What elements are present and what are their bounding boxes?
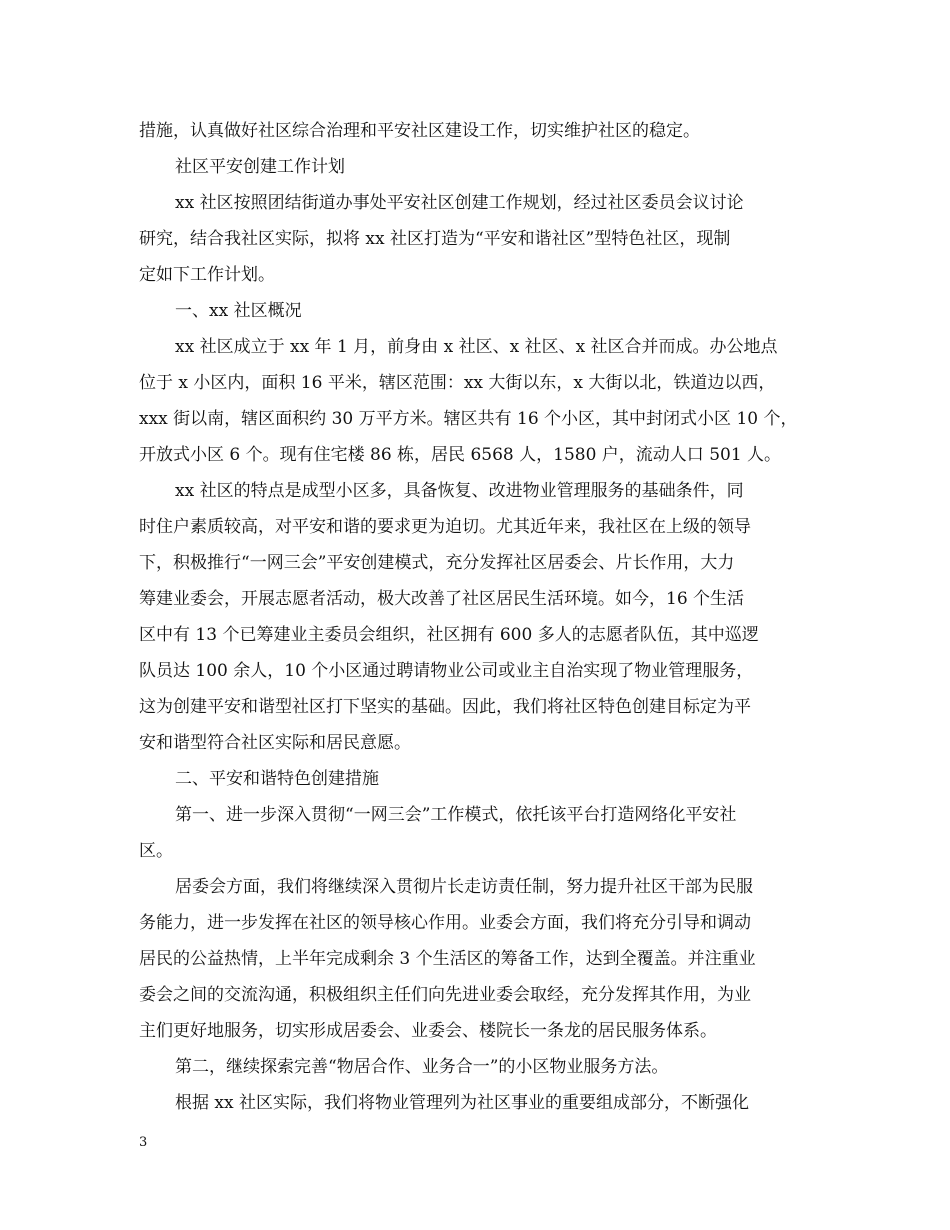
body-line-3: xx 社区按照团结街道办事处平安社区创建工作规划，经过社区委员会议讨论: [175, 193, 744, 213]
body-line-1: 措施，认真做好社区综合治理和平安社区建设工作，切实维护社区的稳定。: [139, 121, 700, 141]
body-line-8: 位于 x 小区内，面积 16 平米，辖区范围：xx 大街以东，x 大街以北，铁道边以西，: [139, 373, 776, 393]
body-line-24: 居民的公益热情，上半年完成剩余 3 个生活区的筹备工作，达到全覆盖。并注重业: [139, 949, 756, 969]
body-line-16: 队员达 100 余人，10 个小区通过聘请物业公司或业主自治实现了物业管理服务，: [139, 661, 754, 681]
section-heading-plan: 社区平安创建工作计划: [175, 157, 345, 177]
body-line-26: 主们更好地服务，切实形成居委会、业委会、楼院长一条龙的居民服务体系。: [139, 1021, 717, 1041]
section-heading-measures: 二、平安和谐特色创建措施: [175, 769, 379, 789]
body-line-23: 务能力，进一步发挥在社区的领导核心作用。业委会方面，我们将充分引导和调动: [139, 913, 751, 933]
section-heading-overview: 一、xx 社区概况: [175, 301, 302, 321]
body-line-20: 第一、进一步深入贯彻“一网三会”工作模式，依托该平台打造网络化平安社: [175, 805, 737, 825]
body-line-14: 筹建业委会，开展志愿者活动，极大改善了社区居民生活环境。如今，16 个生活: [139, 589, 745, 609]
body-line-11: xx 社区的特点是成型小区多，具备恢复、改进物业管理服务的基础条件，同: [175, 481, 744, 501]
body-line-9: xxx 街以南，辖区面积约 30 万平方米。辖区共有 16 个小区，其中封闭式小区 10 个，: [139, 409, 798, 429]
body-line-12: 时住户素质较高，对平安和谐的要求更为迫切。尤其近年来，我社区在上级的领导: [139, 517, 751, 537]
body-line-15: 区中有 13 个已筹建业主委员会组织，社区拥有 600 多人的志愿者队伍，其中巡逻: [139, 625, 759, 645]
body-line-5: 定如下工作计划。: [139, 265, 275, 285]
body-line-25: 委会之间的交流沟通，积极组织主任们向先进业委会取经，充分发挥其作用，为业: [139, 985, 751, 1005]
body-line-17: 这为创建平安和谐型社区打下坚实的基础。因此，我们将社区特色创建目标定为平: [139, 697, 751, 717]
body-line-22: 居委会方面，我们将继续深入贯彻片长走访责任制，努力提升社区干部为民服: [175, 877, 753, 897]
body-line-28: 根据 xx 社区实际，我们将物业管理列为社区事业的重要组成部分，不断强化: [175, 1093, 749, 1113]
page-number: 3: [139, 1135, 148, 1150]
body-line-10: 开放式小区 6 个。现有住宅楼 86 栋，居民 6568 人，1580 户，流动人口 501 人。: [139, 445, 782, 465]
body-line-7: xx 社区成立于 xx 年 1 月，前身由 x 社区、x 社区、x 社区合并而成。办公地点: [175, 337, 778, 357]
body-line-4: 研究，结合我社区实际，拟将 xx 社区打造为“平安和谐社区”型特色社区，现制: [139, 229, 731, 249]
document-body: [139, 113, 811, 1121]
body-line-21: 区。: [139, 841, 173, 861]
body-line-27: 第二，继续探索完善“物居合作、业务合一”的小区物业服务方法。: [175, 1057, 669, 1077]
body-line-13: 下，积极推行“一网三会”平安创建模式，充分发挥社区居委会、片长作用，大力: [139, 553, 735, 573]
body-line-18: 安和谐型符合社区实际和居民意愿。: [139, 733, 411, 753]
